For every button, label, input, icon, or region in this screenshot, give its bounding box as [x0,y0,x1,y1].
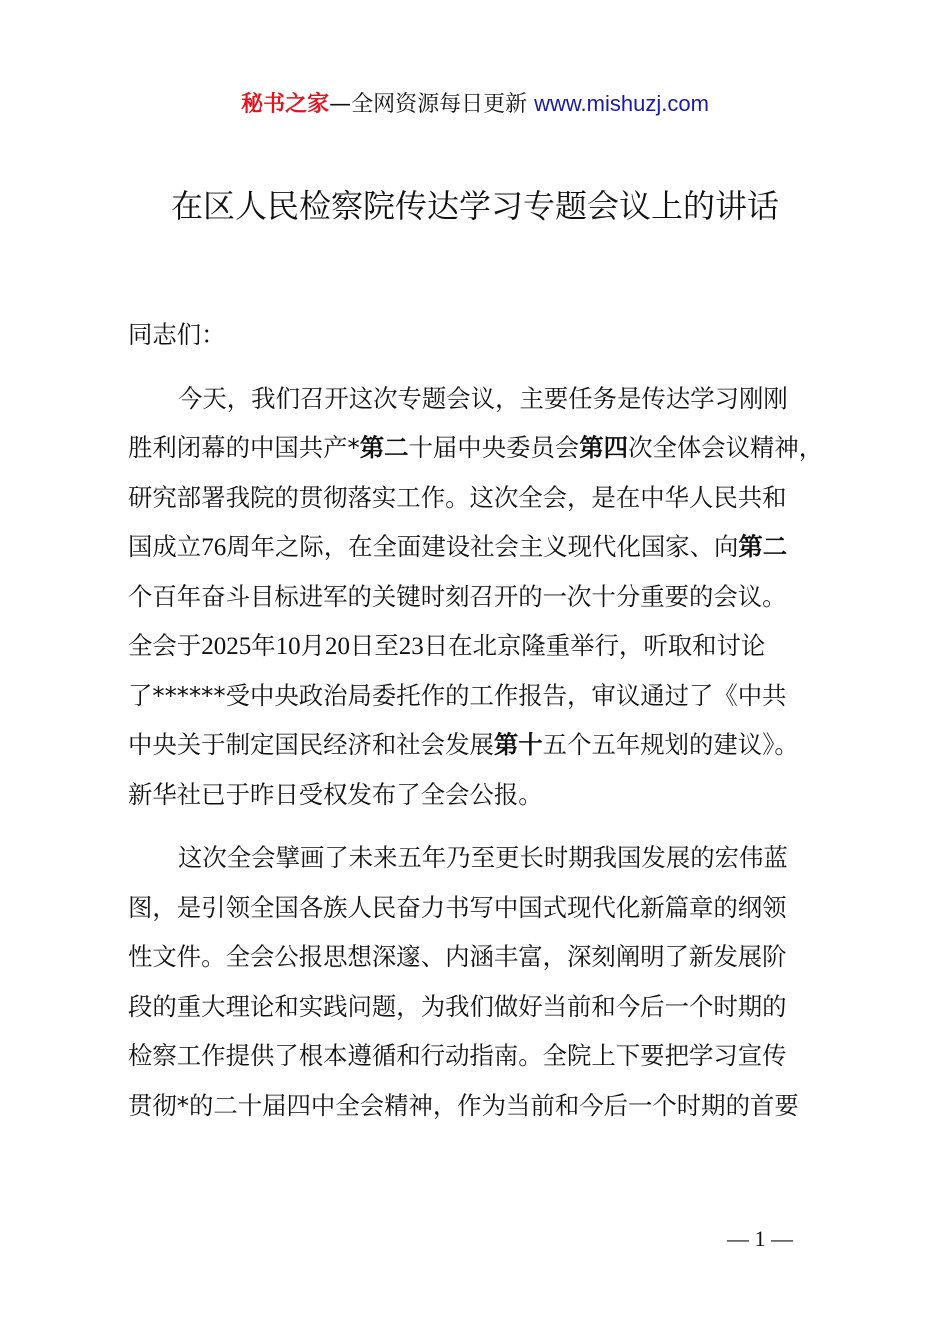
number-run: 20 [325,633,350,660]
header-tagline: —全网资源每日更新 [329,92,528,117]
paragraph-line: 图，是引领全国各族人民奋力书写中国式现代化新篇章的纲领 [128,892,787,922]
paragraph-line: 研究部署我院的贯彻落实工作。这次全会，是在中华人民共和 [128,482,787,512]
paragraph-line: 了******受中央政治局委托作的工作报告，审议通过了《中共 [128,680,787,710]
bold-run: 第十 [493,730,543,759]
text-run: 日在北京隆重举行，听取和讨论 [423,631,766,660]
text-run: 年 [251,631,276,660]
bold-run: 第二 [359,433,409,462]
paragraph-line: 贯彻*的二十届四中全会精神，作为当前和今后一个时期的首要 [128,1090,799,1120]
site-url-link[interactable]: www.mishuzj.com [534,91,709,116]
number-run: 23 [398,633,424,660]
number-run: 2025 [201,633,252,660]
paragraph-line: 今天，我们召开这次专题会议，主要任务是传达学习刚刚 [178,383,788,413]
text-run: 日至 [350,631,399,660]
number-run: 10 [275,633,301,660]
paragraph-line: 检察工作提供了根本遵循和行动指南。全院上下要把学习宣传 [128,1041,787,1070]
page-number: — 1 — [727,1226,793,1251]
text-run: 次全体会议精神， [628,433,824,462]
text-run: 月 [300,631,325,660]
paragraph-line: 个百年奋斗目标进军的关键时刻召开的一次十分重要的会议。 [128,581,787,611]
paragraph-line: 这次全会擘画了未来五年乃至更长时期我国发展的宏伟蓝 [178,843,788,872]
paragraph-line [128,522,853,572]
document-title: 在区人民检察院传达学习专题会议上的讲话 [170,187,779,225]
text-run: 周年之际，在全面建设社会主义现代化国家、向 [226,532,739,561]
text-run: 十届中央委员会 [408,433,580,462]
paragraph-1 [128,374,853,820]
salutation: 同志们： [128,320,226,349]
site-header [0,88,950,121]
text-run: 五个五年规划的建议》。 [542,730,799,759]
paragraph-line [128,720,853,770]
paragraph-line: 性文件。全会公报思想深邃、内涵丰富，深刻阐明了新发展阶 [128,942,787,971]
paragraph-line: 段的重大理论和实践问题，为我们做好当前和今后一个时期的 [128,991,787,1021]
number-run: 76 [201,534,227,561]
text-run: 国成立 [128,532,202,561]
paragraph-line [128,621,853,671]
bold-run: 第四 [579,433,629,462]
paragraph-line [128,423,853,473]
text-run: 中央关于制定国民经济和社会发展 [128,730,494,759]
bold-run: 第二 [738,532,788,561]
brand-name: 秘书之家 [241,92,330,117]
paragraph-line: 新华社已于昨日受权发布了全会公报。 [128,779,543,809]
text-run: 胜利闭幕的中国共产* [128,433,360,462]
text-run: 全会于 [128,631,202,660]
document-body [128,310,853,1130]
paragraph-2 [128,833,853,1130]
